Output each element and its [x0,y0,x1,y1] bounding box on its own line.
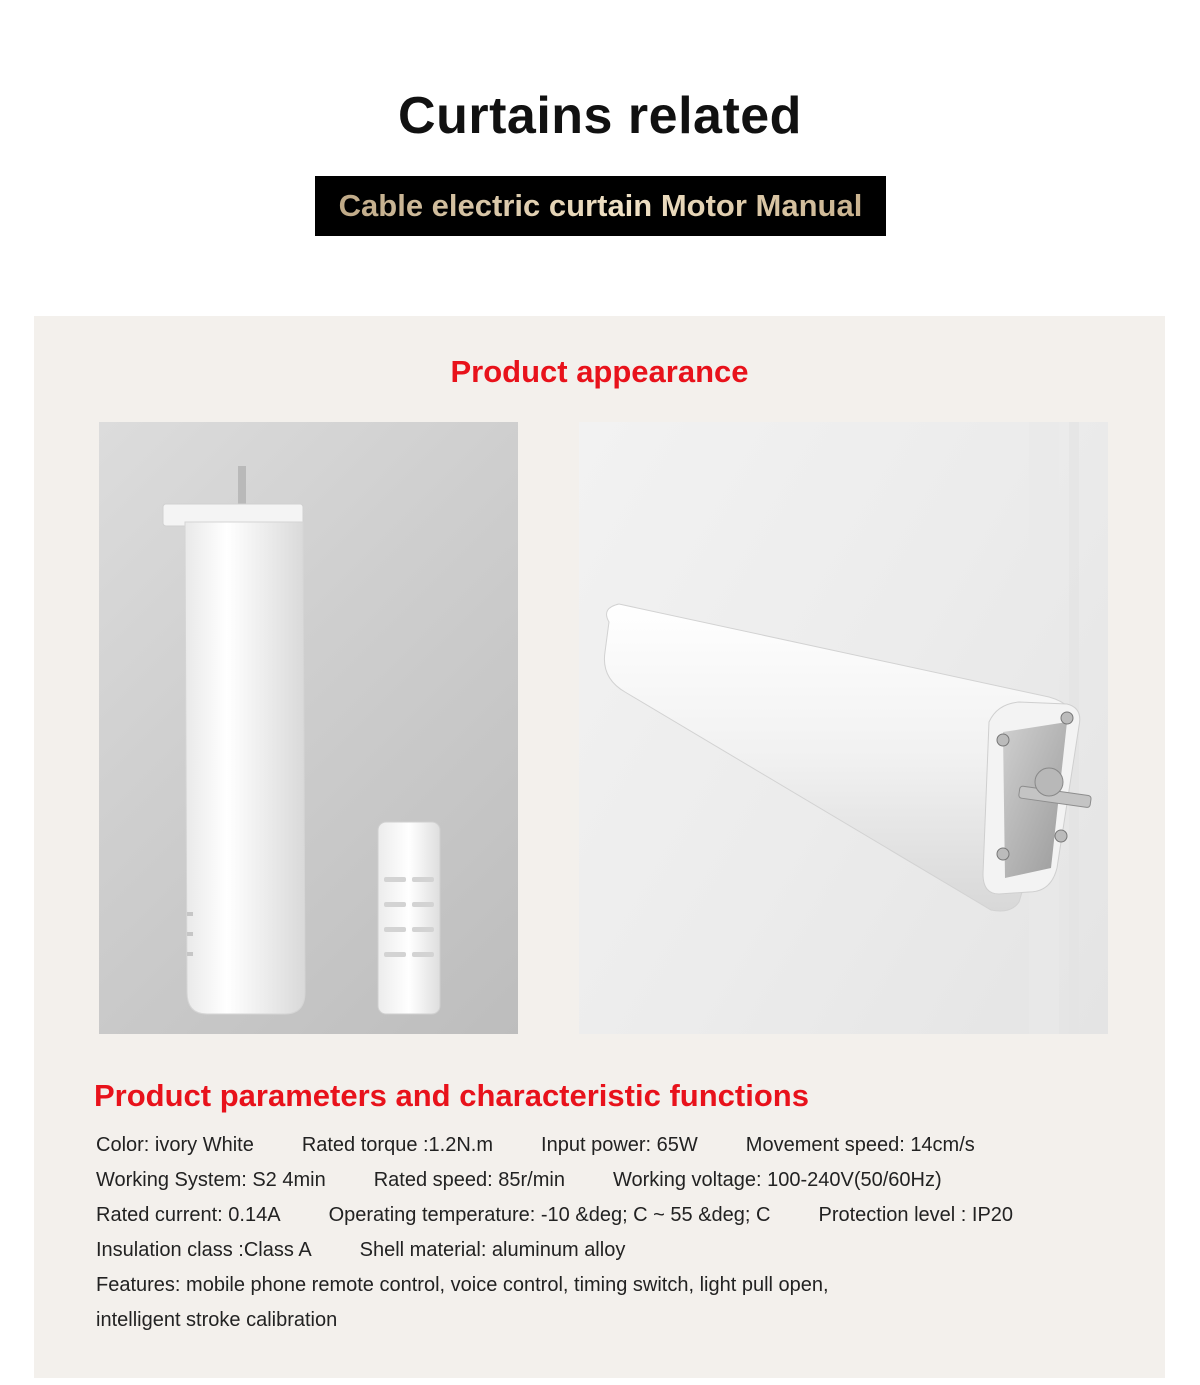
param-row [96,1303,1136,1338]
subtitle-banner [315,176,886,236]
subtitle-banner-text: Cable electric curtain Motor Manual [338,188,863,223]
param-features-cont: intelligent stroke calibration [96,1309,338,1331]
motor-upright-illustration [99,422,518,1034]
product-photo-upright [99,422,518,1034]
param-working-voltage: Working voltage: 100-240V(50/60Hz) [612,1169,942,1191]
param-row [96,1163,1136,1198]
param-features: Features: mobile phone remote control, voice control, timing switch, light pull open, [96,1274,829,1296]
appearance-title: Product appearance [450,354,749,389]
param-rated-speed: Rated speed: 85r/min [373,1169,565,1191]
parameters-list [96,1128,1136,1338]
param-operating-temperature: Operating temperature: -10 &deg; C ~ 55 &deg; C [328,1204,771,1226]
param-rated-torque: Rated torque :1.2N.m [301,1134,494,1156]
param-row [96,1198,1136,1233]
param-insulation-class: Insulation class :Class A [96,1239,312,1261]
page-title: Curtains related [398,87,802,145]
param-row [96,1233,1136,1268]
param-working-system: Working System: S2 4min [96,1169,326,1191]
param-row [96,1128,1136,1163]
param-shell-material: Shell material: aluminum alloy [359,1239,626,1261]
param-protection-level: Protection level : IP20 [818,1204,1014,1226]
product-panel [34,316,1165,1378]
param-movement-speed: Movement speed: 14cm/s [745,1134,975,1156]
param-row [96,1268,1136,1303]
param-input-power: Input power: 65W [541,1134,698,1156]
parameters-title: Product parameters and characteristic functions [94,1078,809,1113]
param-rated-current: Rated current: 0.14A [96,1204,281,1226]
motor-horizontal-illustration [579,422,1108,1034]
param-color: Color: ivory White [96,1134,254,1156]
product-photo-horizontal [579,422,1108,1034]
